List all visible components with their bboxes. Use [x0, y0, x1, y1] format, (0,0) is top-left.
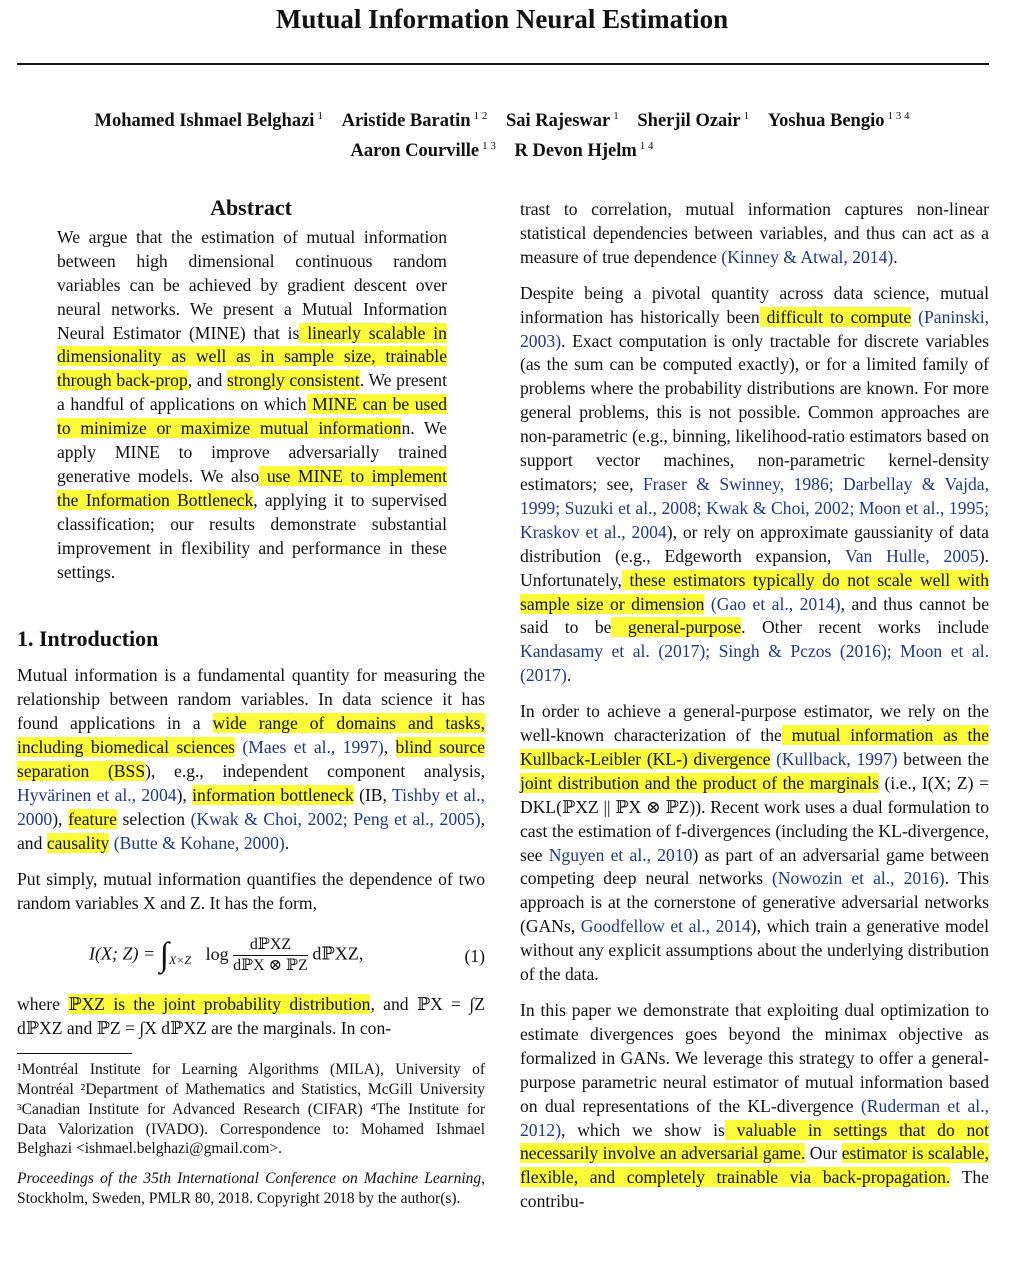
citation-link[interactable]: (Maes et al., 1997)	[242, 737, 384, 758]
author-line-2	[17, 134, 989, 164]
highlight: difficult to compute	[759, 306, 912, 327]
highlight: information bottleneck	[192, 784, 354, 805]
author: Aristide Baratin $^{1 2}$	[341, 110, 488, 131]
highlight: strongly consistent	[226, 370, 360, 391]
intro-paragraph-3: where ℙXZ is the joint probability distribution, and ℙX = ∫Z dℙXZ and ℙZ = ∫X dℙXZ are the marginals. In con-	[17, 994, 485, 1039]
right-paragraph-2: Despite being a pivotal quantity across data science, mutual information has historically been difficult to compute (Paninski, 2003). Exact computation is only tractable for discrete variables (as the sum can be computed exactly), or for a limited family of problems where the probability distributions are known. For more general problems, this is not possible. Common approaches are non-parametric (e.g., binning, likelihood-ratio estimators based on support vector machines, non-parametric kernel-density estimators; see, Fraser & Swinney, 1986; Darbellay & Vajda, 1999; Suzuki et al., 2008; Kwak & Choi, 2002; Moon et al., 1995; Kraskov et al., 2004), or rely on approximate gaussianity of data distribution (e.g., Edgeworth expansion, Van Hulle, 2005). Unfortunately, these estimators typically do not scale well with sample size or dimension (Gao et al., 2014), and thus cannot be said to be general-purpose. Other recent works include Kandasamy et al. (2017); Singh & Pczos (2016); Moon et al. (2017).	[520, 282, 989, 686]
intro-paragraph-2: Put simply, mutual information quantifies the dependence of two random variables X and Z. It has the form,	[17, 868, 485, 913]
highlight: valuable in settings that do not necessarily involve an adversarial game.	[520, 1119, 989, 1164]
equation-body: I(X; $Z) = \int_{X\times Z}$ log $\frac{\text{dℙXZ}}{\text{dℙX ⊗ ℙZ}}$ dℙXZ,	[89, 936, 364, 975]
author: Mohamed Ishmael Belghazi $^1$	[94, 110, 323, 131]
abstract-text: We argue that the estimation of mutual information between high dimensional continuous random variables can be achieved by gradient descent over neural networks. We present a Mutual Information Neural Estimator (MINE) that is linearly scalable in dimensionality as well as in sample size, trainable through back-prop, and strongly consistent. We present a handful of applications on which MINE can be used to minimize or maximize mutual informationn. We apply MINE to improve adversarially trained generative models. We also use MINE to implement the Information Bottleneck, applying it to supervised classification; our results demonstrate substantial improvement in flexibility and performance in these settings.	[57, 226, 447, 582]
footnotes	[17, 1060, 485, 1209]
highlight: MINE can be used to minimize or maximize mutual information	[57, 394, 447, 439]
paper-title: Mutual Information Neural Estimation	[275, 4, 729, 34]
highlight: general-purpose	[611, 617, 742, 638]
highlight: linearly scalable in dimensionality as well as in sample size, trainable through back-prop	[57, 322, 447, 391]
citation-link[interactable]: Kandasamy et al. (2017); Singh & Pczos (2016); Moon et al. (2017)	[520, 641, 989, 686]
author: R Devon Hjelm $^{1 4}$	[514, 140, 654, 161]
highlight: use MINE to implement the Information Bottleneck	[57, 465, 447, 510]
citation-link[interactable]: Goodfellow et al., 2014	[580, 916, 751, 937]
citation-link[interactable]: Hyvärinen et al., 2004	[17, 784, 177, 805]
author-list	[17, 104, 989, 164]
integral-sign: ∫	[159, 937, 169, 975]
citation-link[interactable]: (Gao et al., 2014)	[704, 593, 841, 614]
right-paragraph-4: In this paper we demonstrate that exploiting dual optimization to estimate divergences goes beyond the minimax objective as formalized in GANs. We leverage this strategy to offer a general-purpose parametric neural estimator of mutual information based on dual representations of the KL-divergence (Ruderman et al., 2012), which we show is valuable in settings that do not necessarily involve an adversarial game. Our estimator is scalable, flexible, and completely trainable via back-propagation. The contribu-	[520, 1000, 989, 1212]
citation-link[interactable]: Fraser & Swinney, 1986; Darbellay & Vajda, 1999; Suzuki et al., 2008; Kwak & Choi, 2002; Moon et al., 1995; Kraskov et al., 2004	[520, 473, 989, 542]
highlight: blind source separation (BSS	[17, 737, 486, 782]
highlight: causality	[46, 832, 110, 853]
proceedings-note: Proceedings of the 35th International Conference on Machine Learning, Stockholm, Sweden, PMLR 80, 2018. Copyright 2018 by the author(s).	[17, 1170, 485, 1208]
citation-link[interactable]: Nguyen et al., 2010	[548, 844, 693, 865]
highlight: feature	[68, 808, 117, 829]
fraction: $\frac{\text{dℙXZ}}{\text{dℙX ⊗ ℙZ}}$	[233, 936, 308, 975]
affiliation-footnote: ¹Montréal Institute for Learning Algorithms (MILA), University of Montréal ²Department of Mathematics and Statistics, McGill University ³Canadian Institute for Advanced Research (CIFAR) ⁴The Institute for Data Valorization (IVADO). Correspondence to: Mohamed Ishmael Belghazi <ishmael.belghazi@gmail.com>.	[17, 1061, 485, 1158]
footnote-rule	[17, 1053, 132, 1054]
equation-1	[17, 927, 485, 989]
author: Aaron Courville $^{1 3}$	[350, 140, 496, 161]
right-paragraph-1: trast to correlation, mutual information captures non-linear statistical dependencies between variables, and thus can act as a measure of true dependence (Kinney & Atwal, 2014).	[520, 199, 989, 267]
citation-link[interactable]: (Kwak & Choi, 2002; Peng et al., 2005)	[190, 808, 481, 829]
highlight: ℙXZ is the joint probability distribution	[68, 994, 371, 1015]
citation-link[interactable]: Tishby et al., 2000	[17, 784, 485, 829]
highlight: mutual information as the Kullback-Leibler (KL-) divergence	[520, 725, 990, 769]
title-rule	[17, 63, 989, 65]
highlight: estimator is scalable, flexible, and completely trainable via back-propagation.	[520, 1143, 989, 1188]
citation-link[interactable]: (Butte & Kohane, 2000)	[113, 832, 285, 853]
author-line-1	[17, 104, 989, 134]
right-paragraph-3: In order to achieve a general-purpose estimator, we rely on the well-known characterization of the mutual information as the Kullback-Leibler (KL-) divergence (Kullback, 1997) between the joint distribution and the product of the marginals (i.e., I(X; Z) = DKL(ℙXZ || ℙX ⊗ ℙZ)). Recent work uses a dual formulation to cast the estimation of f-divergences (including the KL-divergence, see Nguyen et al., 2010) as part of an adversarial game between competing deep neural networks (Nowozin et al., 2016). This approach is at the cornerstone of generative adversarial networks (GANs, Goodfellow et al., 2014), which train a generative model without any explicit assumptions about the underlying distribution of the data.	[520, 701, 990, 985]
author: Yoshua Bengio $^{1 3 4}$	[767, 110, 910, 131]
highlight: these estimators typically do not scale well with sample size or dimension	[520, 569, 989, 614]
citation-link[interactable]: (Nowozin et al., 2016)	[771, 868, 945, 889]
equation-number: (1)	[464, 946, 485, 967]
right-column	[520, 198, 989, 1226]
citation-link[interactable]: (Kinney & Atwal, 2014)	[721, 246, 894, 267]
citation-link[interactable]: (Kullback, 1997)	[770, 748, 898, 769]
citation-link[interactable]: Van Hulle, 2005	[844, 545, 979, 566]
left-column	[17, 196, 485, 1219]
citation-link[interactable]: (Paninski, 2003)	[520, 306, 989, 351]
author: Sherjil Ozair $^1$	[637, 110, 750, 131]
section-heading-introduction: 1. Introduction	[17, 625, 159, 651]
author: Sai Rajeswar $^1$	[505, 110, 619, 131]
highlight: joint distribution and the product of the marginals	[520, 772, 879, 793]
intro-paragraph-1: Mutual information is a fundamental quantity for measuring the relationship between random variables. In data science it has found applications in a wide range of domains and tasks, including biomedical sciences (Maes et al., 1997), blind source separation (BSS), e.g., independent component analysis, Hyvärinen et al., 2004), information bottleneck (IB, Tishby et al., 2000), feature selection (Kwak & Choi, 2002; Peng et al., 2005), and causality (Butte & Kohane, 2000).	[17, 665, 486, 853]
abstract-heading: Abstract	[210, 195, 292, 220]
citation-link[interactable]: (Ruderman et al., 2012)	[520, 1095, 989, 1140]
highlight: wide range of domains and tasks, including biomedical sciences	[17, 713, 485, 758]
